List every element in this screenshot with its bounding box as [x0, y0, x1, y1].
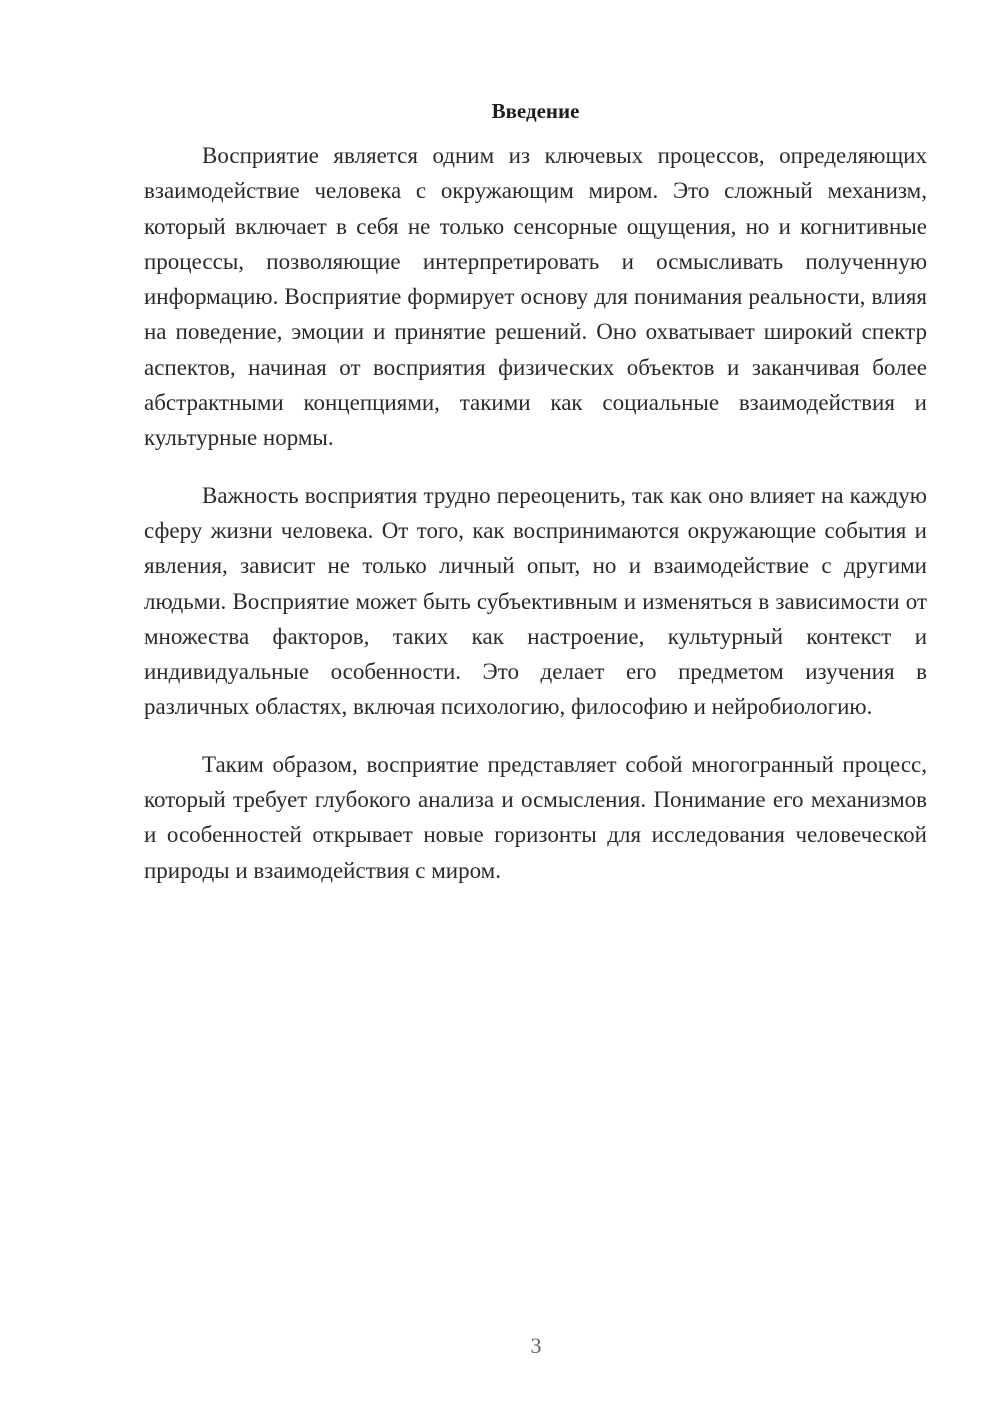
paragraph-1: Восприятие является одним из ключевых процессов, определяющих взаимодействие человека с окружающим миром. Это сложный механизм, который включает в себя не только сенсорные ощущения, но и когнитивные процессы, позволяющие интерпретировать и осмысливать полученную информацию. Восприятие формирует основу для понимания реальности, влияя на поведение, эмоции и принятие решений. Оно охватывает широкий спектр аспектов, начиная от восприятия физических объектов и заканчивая более абстрактными концепциями, такими как социальные взаимодействия и культурные нормы.	[144, 143, 927, 451]
paragraph-3: Таким образом, восприятие представляет собой многогранный процесс, который требует глубокого анализа и осмысления. Понимание его механизмов и особенностей открывает новые горизонты для исследования человеческой природы и взаимодействия с миром.	[144, 751, 927, 883]
paragraph-2: Важность восприятия трудно переоценить, так как оно влияет на каждую сферу жизни человека. От того, как воспринимаются окружающие события и явления, зависит не только личный опыт, но и взаимодействие с другими людьми. Восприятие может быть субъективным и изменяться в зависимости от множества факторов, таких как настроение, культурный контекст и индивидуальные особенности. Это делает его предметом изучения в различных областях, включая психологию, философию и нейробиологию.	[144, 482, 927, 720]
page-number: 3	[530, 1333, 542, 1358]
page-content	[144, 96, 927, 910]
section-heading: Введение	[491, 99, 580, 123]
